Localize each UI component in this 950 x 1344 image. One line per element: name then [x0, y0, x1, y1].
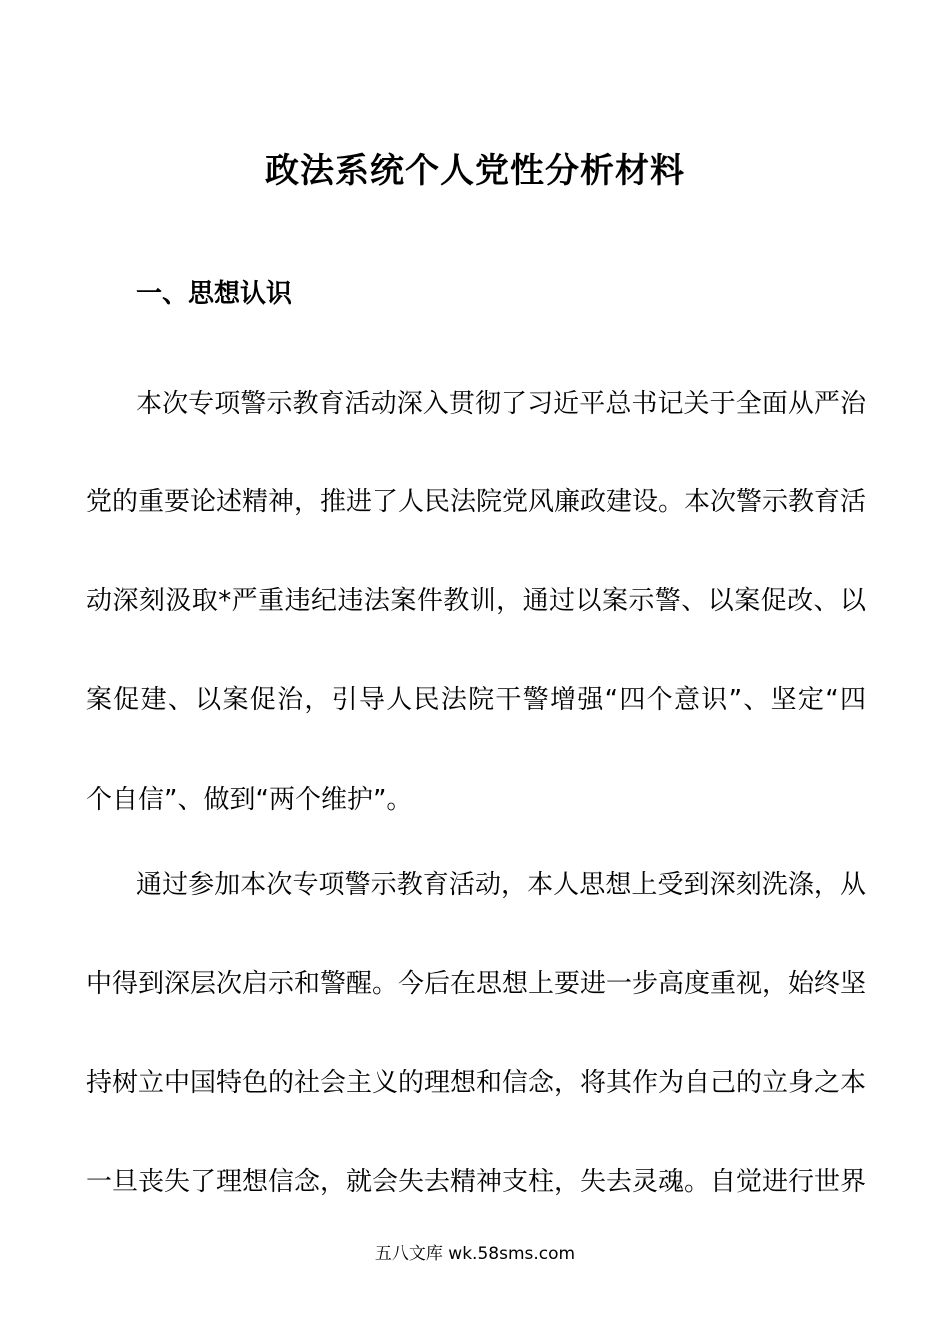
paragraph-line: 本次专项警示教育活动深入贯彻了习近平总书记关于全面从严治 — [136, 389, 866, 419]
paragraph-line: 个自信”、做到“两个维护”。 — [86, 785, 413, 815]
footer-watermark: 五八文库 wk.58sms.com — [374, 1244, 576, 1264]
section-heading: 一、思想认识 — [136, 279, 293, 309]
paragraph-line: 中得到深层次启示和警醒。今后在思想上要进一步高度重视，始终坚 — [86, 969, 867, 999]
paragraph-line: 案促建、以案促治，引导人民法院干警增强“四个意识”、坚定“四 — [86, 685, 866, 715]
paragraph-line: 持树立中国特色的社会主义的理想和信念，将其作为自己的立身之本 — [86, 1068, 867, 1098]
paragraph-line: 通过参加本次专项警示教育活动，本人思想上受到深刻洗涤，从 — [136, 870, 866, 900]
paragraph-line: 党的重要论述精神，推进了人民法院党风廉政建设。本次警示教育活 — [86, 487, 867, 517]
document-title: 政法系统个人党性分析材料 — [265, 151, 685, 191]
paragraph-line: 动深刻汲取*严重违纪违法案件教训，通过以案示警、以案促改、以 — [86, 586, 866, 616]
paragraph-line: 一旦丧失了理想信念，就会失去精神支柱，失去灵魂。自觉进行世界 — [86, 1167, 867, 1197]
